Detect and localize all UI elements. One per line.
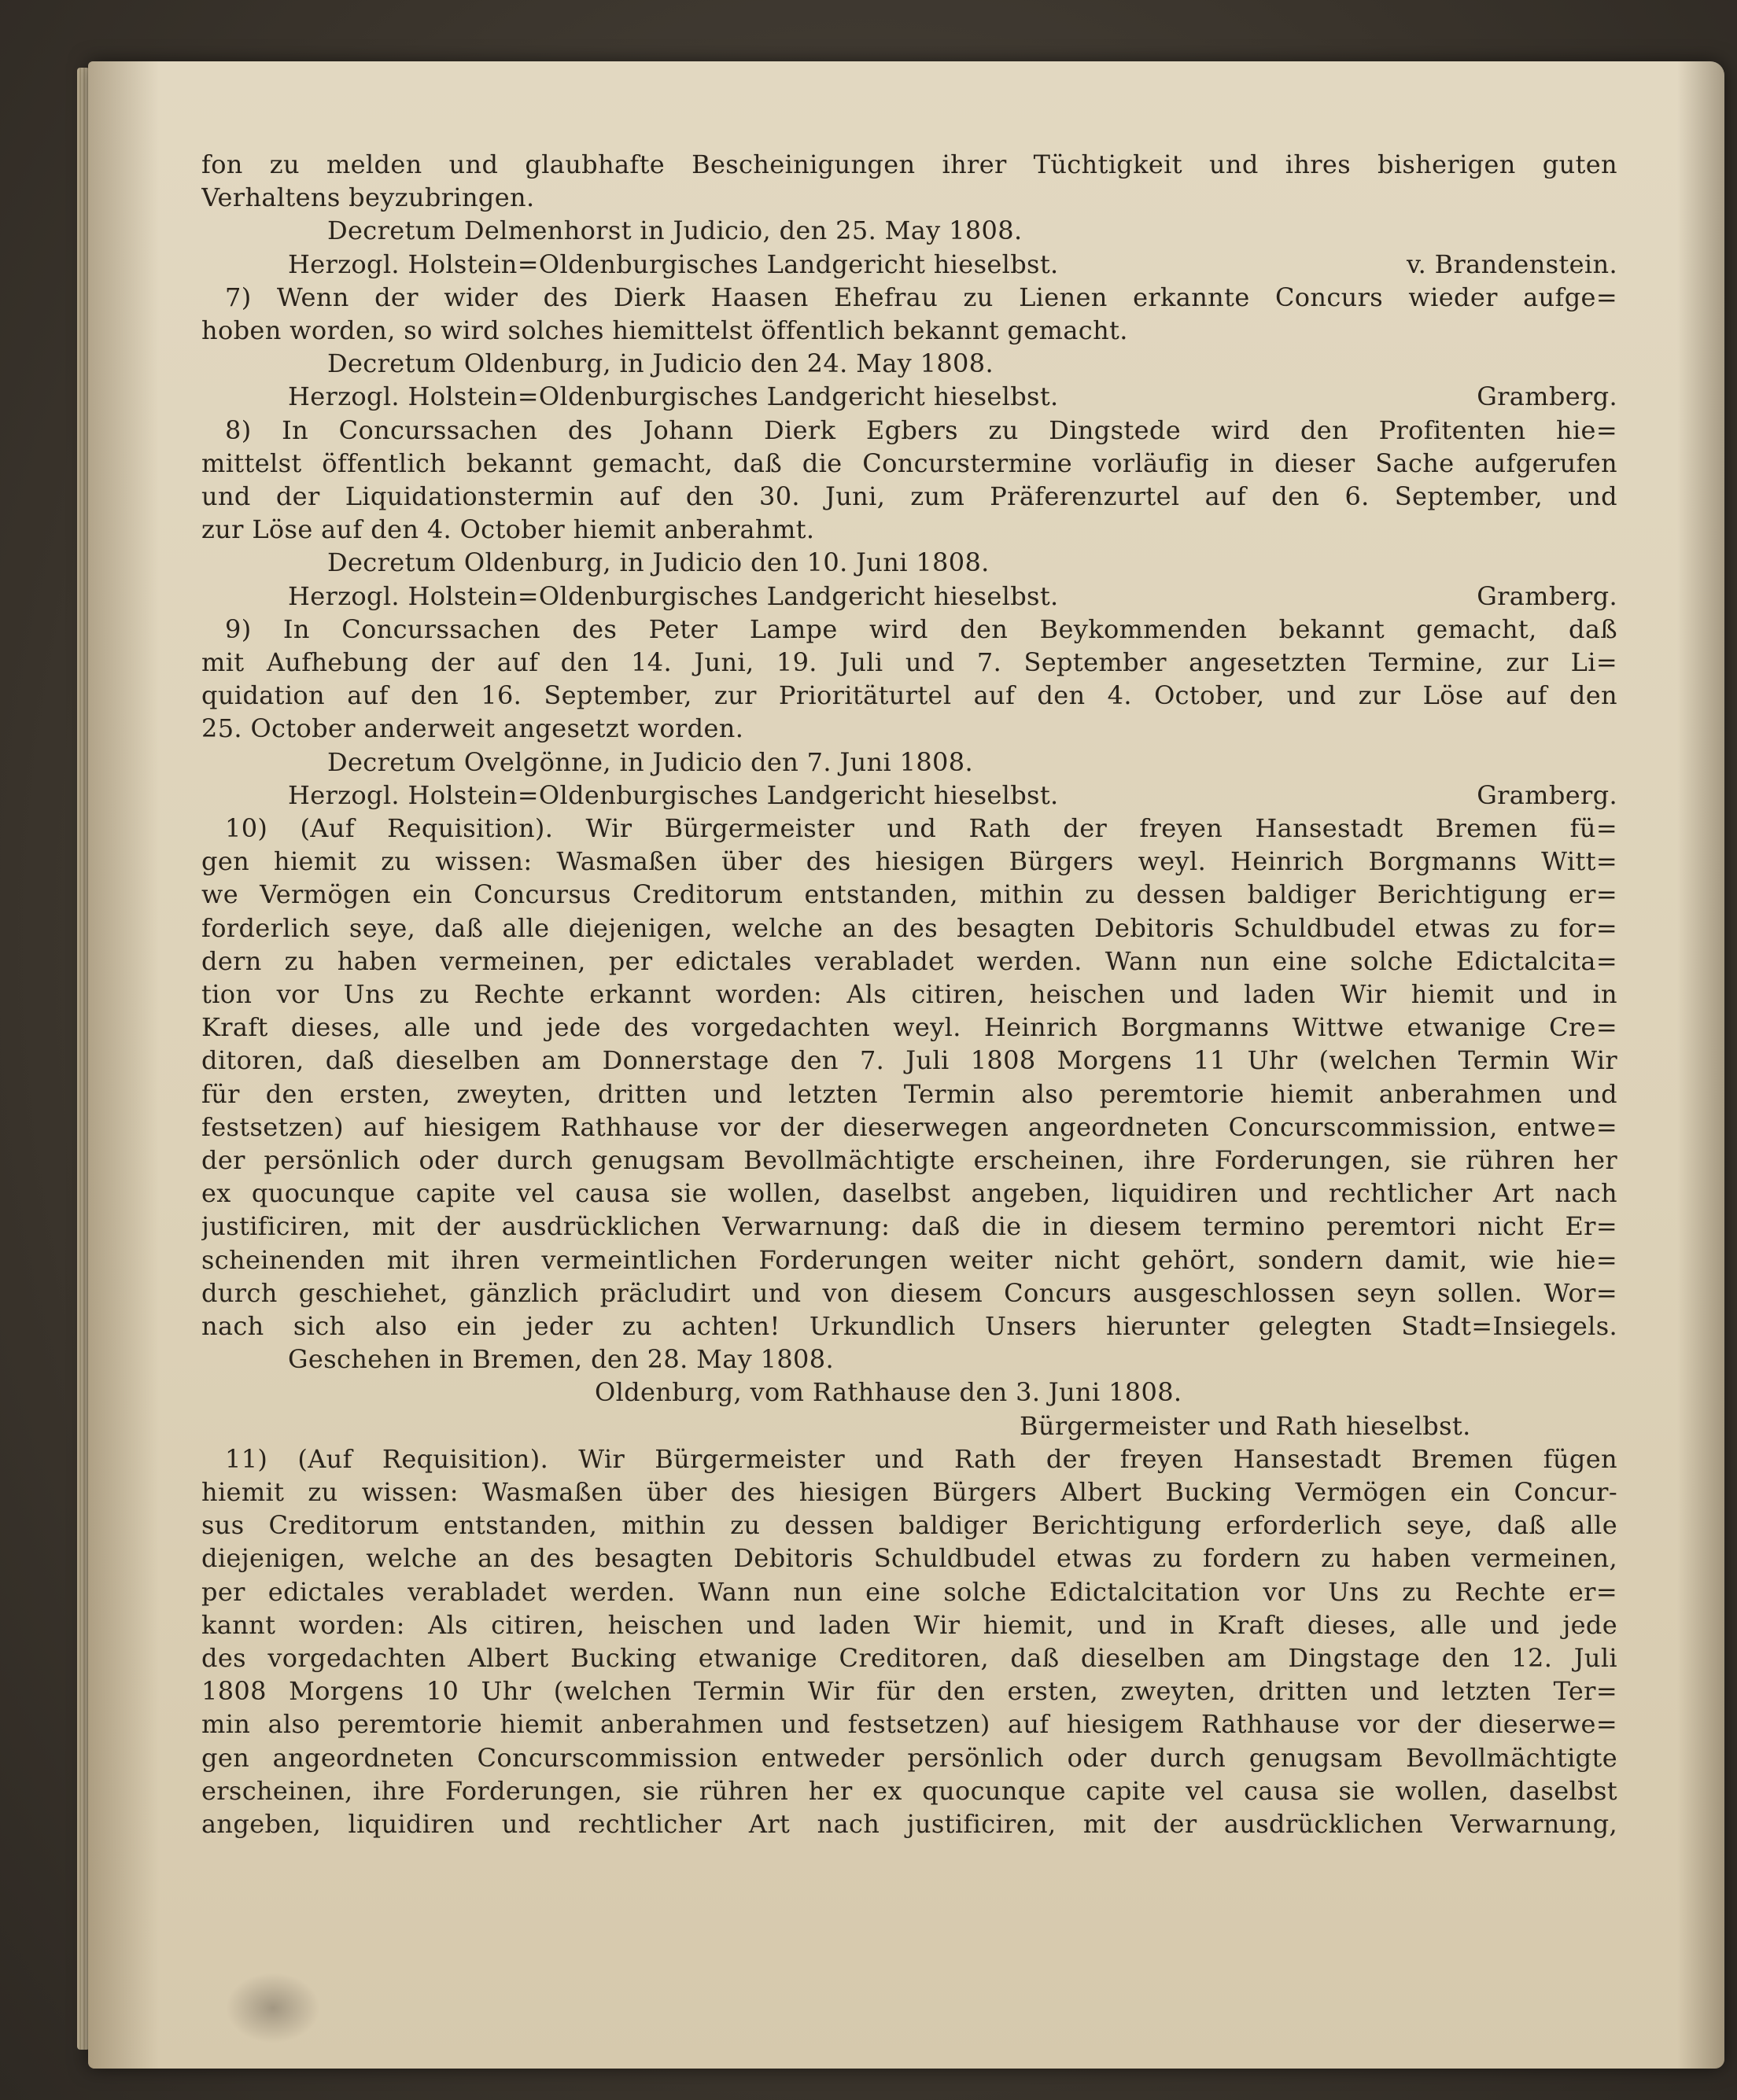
text-line: hiemit zu wissen: Wasmaßen über des hiesigen Bürgers Albert Bucking Vermögen ein Concur-	[201, 1477, 1617, 1507]
text-line: gen angeordneten Concurscommission entweder persönlich oder durch genugsam Bevollmächtigte	[201, 1742, 1617, 1773]
text-line: Decretum Delmenhorst in Judicio, den 25. May 1808.	[327, 216, 1023, 246]
signatory-name: v. Brandenstein.	[1407, 249, 1617, 279]
signature-line	[201, 380, 1617, 413]
text-line: per edictales verabladet werden. Wann nun eine solche Edictalcitation vor Uns zu Rechte er=	[201, 1576, 1617, 1607]
text-line: we Vermögen ein Concursus Creditorum entstanden, mithin zu dessen baldiger Berichtigung er=	[201, 879, 1617, 910]
text-line: min also peremtorie hiemit anberahmen und festsetzen) auf hiesigem Rathhause vor der dieserwe=	[201, 1709, 1617, 1740]
court-name: Herzogl. Holstein=Oldenburgisches Landgericht hieselbst.	[288, 249, 1059, 279]
paper-stain	[226, 1973, 320, 2043]
text-line: ditoren, daß dieselben am Donnerstage den 7. Juli 1808 Morgens 11 Uhr (welchen Termin Wir	[201, 1045, 1617, 1076]
text-line: mit Aufhebung der auf den 14. Juni, 19. Juli und 7. September angesetzten Termine, zur Li=	[201, 647, 1617, 677]
text-line: für den ersten, zweyten, dritten und letzten Termin also peremtorie hiemit anberahmen und	[201, 1078, 1617, 1109]
court-name: Herzogl. Holstein=Oldenburgisches Landgericht hieselbst.	[288, 580, 1059, 611]
text-line: zur Löse auf den 4. October hiemit anberahmt.	[201, 514, 815, 545]
text-line: 7) Wenn der wider des Dierk Haasen Ehefrau zu Lienen erkannte Concurs wieder aufge=	[225, 282, 1617, 312]
text-line: quidation auf den 16. September, zur Prioritäturtel auf den 4. October, und zur Löse auf den	[201, 680, 1617, 711]
text-line: gen hiemit zu wissen: Wasmaßen über des hiesigen Bürgers weyl. Heinrich Borgmanns Witt=	[201, 846, 1617, 877]
signature-line	[201, 248, 1617, 281]
text-line: tion vor Uns zu Rechte erkannt worden: Als citiren, heischen und laden Wir hiemit und in	[201, 979, 1617, 1009]
signatory-name: Gramberg.	[1477, 779, 1617, 810]
text-line: hoben worden, so wird solches hiemittelst öffentlich bekannt gemacht.	[201, 315, 1128, 345]
text-line: durch geschiehet, gänzlich präcludirt und von diesem Concurs ausgeschlossen seyn sollen. Wor=	[201, 1277, 1617, 1308]
text-line: 9) In Concurssachen des Peter Lampe wird den Beykommenden bekannt gemacht, daß	[225, 613, 1617, 644]
text-line: 10) (Auf Requisition). Wir Bürgermeister und Rath der freyen Hansestadt Bremen fü=	[225, 813, 1617, 843]
court-name: Herzogl. Holstein=Oldenburgisches Landgericht hieselbst.	[288, 779, 1059, 810]
court-name: Herzogl. Holstein=Oldenburgisches Landgericht hieselbst.	[288, 381, 1059, 412]
text-line: und der Liquidationstermin auf den 30. Juni, zum Präferenzurtel auf den 6. September, und	[201, 481, 1617, 511]
text-line: 11) (Auf Requisition). Wir Bürgermeister und Rath der freyen Hansestadt Bremen fügen	[225, 1443, 1617, 1474]
text-line: dern zu haben vermeinen, per edictales verabladet werden. Wann nun eine solche Edictalcita=	[201, 945, 1617, 976]
text-line: Decretum Ovelgönne, in Judicio den 7. Juni 1808.	[327, 746, 974, 777]
text-line: festsetzen) auf hiesigem Rathhause vor der dieserwegen angeordneten Concurscommission, entwe=	[201, 1111, 1617, 1142]
text-line: Kraft dieses, alle und jede des vorgedachten weyl. Heinrich Borgmanns Wittwe etwanige Cre=	[201, 1012, 1617, 1043]
text-line: Geschehen in Bremen, den 28. May 1808.	[288, 1344, 834, 1375]
text-line: 1808 Morgens 10 Uhr (welchen Termin Wir für den ersten, zweyten, dritten und letzten Ter=	[201, 1676, 1617, 1707]
text-line: nach sich also ein jeder zu achten! Urkundlich Unsers hierunter gelegten Stadt=Insiegels.	[201, 1311, 1617, 1341]
signatory-name: Gramberg.	[1477, 381, 1617, 412]
text-line: kannt worden: Als citiren, heischen und laden Wir hiemit, und in Kraft dieses, alle und jede	[201, 1609, 1617, 1640]
text-line: sus Creditorum entstanden, mithin zu dessen baldiger Berichtigung erforderlich seye, daß alle	[201, 1510, 1617, 1541]
text-line: erscheinen, ihre Forderungen, sie rühren her ex quocunque capite vel causa sie wollen, daselbst	[201, 1775, 1617, 1806]
text-line: ex quocunque capite vel causa sie wollen, daselbst angeben, liquidiren und rechtlicher Art nach	[201, 1178, 1617, 1209]
text-line: des vorgedachten Albert Bucking etwanige Creditoren, daß dieselben am Dingstage den 12. Juli	[201, 1643, 1617, 1673]
text-line: justificiren, mit der ausdrücklichen Verwarnung: daß die in diesem termino peremtori nicht Er=	[201, 1211, 1617, 1242]
text-line: mittelst öffentlich bekannt gemacht, daß die Concurstermine vorläufig in dieser Sache aufgerufen	[201, 448, 1617, 478]
signatory-name: Gramberg.	[1477, 580, 1617, 611]
text-line: Oldenburg, vom Rathhause den 3. Juni 1808.	[595, 1377, 1182, 1408]
text-line: Bürgermeister und Rath hieselbst.	[1020, 1410, 1471, 1441]
text-line: der persönlich oder durch genugsam Bevollmächtigte erscheinen, ihre Forderungen, sie rühren her	[201, 1145, 1617, 1175]
text-line: fon zu melden und glaubhafte Bescheinigungen ihrer Tüchtigkeit und ihres bisherigen guten	[201, 149, 1617, 179]
text-line: forderlich seye, daß alle diejenigen, welche an des besagten Debitoris Schuldbudel etwas zu for=	[201, 912, 1617, 943]
text-line: 8) In Concurssachen des Johann Dierk Egbers zu Dingstede wird den Profitenten hie=	[225, 414, 1617, 445]
text-line: Verhaltens beyzubringen.	[201, 182, 535, 213]
signature-line	[201, 779, 1617, 812]
text-line: scheinenden mit ihren vermeintlichen Forderungen weiter nicht gehört, sondern damit, wie hie=	[201, 1244, 1617, 1275]
text-line: diejenigen, welche an des besagten Debitoris Schuldbudel etwas zu fordern zu haben vermeinen,	[201, 1543, 1617, 1574]
text-line: Decretum Oldenburg, in Judicio den 10. Juni 1808.	[327, 547, 990, 578]
text-line: Decretum Oldenburg, in Judicio den 24. May 1808.	[327, 348, 994, 379]
signature-line	[201, 580, 1617, 613]
text-line: 25. October anderweit angesetzt worden.	[201, 713, 744, 744]
text-line: angeben, liquidiren und rechtlicher Art nach justificiren, mit der ausdrücklichen Verwarnung,	[201, 1809, 1617, 1839]
